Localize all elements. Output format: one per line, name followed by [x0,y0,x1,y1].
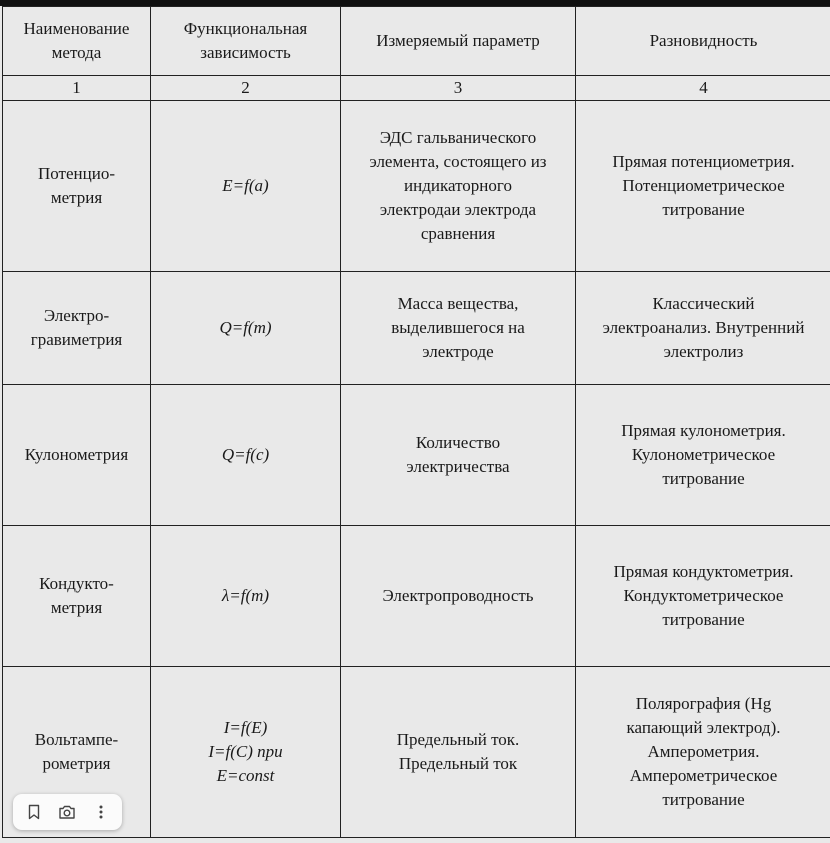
table-row [3,385,830,526]
function-cell: Q=f(m) [151,272,341,385]
image-action-toolbar [13,794,122,830]
column-number: 3 [341,76,576,101]
table-row [3,526,830,667]
parameter-cell: Электропроводность [341,526,576,667]
parameter-cell: Количество электричества [341,385,576,526]
parameter-cell: Масса вещества, выделившегося на электроде [341,272,576,385]
header-parameter: Измеряемый параметр [341,7,576,76]
parameter-cell: ЭДС гальванического элемента, состоящего из индикаторного электродаи электрода сравнения [341,101,576,272]
more-vertical-icon [98,804,104,820]
header-function: Функциональная зависимость [151,7,341,76]
function-cell: I=f(E) I=f(C) при E=const [151,667,341,838]
column-number: 2 [151,76,341,101]
header-method: Наименование метода [3,7,151,76]
table-row [3,272,830,385]
bookmark-button[interactable] [19,797,49,827]
header-row [3,7,830,76]
method-cell: Кондукто- метрия [3,526,151,667]
variety-cell: Полярография (Hg капающий электрод). Амперометрия. Амперометрическое титрование [576,667,830,838]
variety-cell: Прямая потенциометрия. Потенциометрическое титрование [576,101,830,272]
method-cell: Электро- гравиметрия [3,272,151,385]
variety-cell: Прямая кулонометрия. Кулонометрическое титрование [576,385,830,526]
column-number-row [3,76,830,101]
column-number: 1 [3,76,151,101]
methods-table [2,6,830,838]
method-cell: Вольтампе- рометрия [3,667,151,838]
header-variety: Разновидность [576,7,830,76]
column-number: 4 [576,76,830,101]
bookmark-icon [27,804,41,820]
camera-button[interactable] [52,797,82,827]
parameter-cell: Предельный ток. Предельный ток [341,667,576,838]
function-cell: E=f(a) [151,101,341,272]
more-options-button[interactable] [86,797,116,827]
variety-cell: Классический электроанализ. Внутренний электролиз [576,272,830,385]
table-row [3,101,830,272]
table-row [3,667,830,838]
variety-cell: Прямая кондуктометрия. Кондуктометрическое титрование [576,526,830,667]
camera-icon [58,804,76,820]
method-cell: Потенцио- метрия [3,101,151,272]
function-cell: λ=f(m) [151,526,341,667]
function-cell: Q=f(c) [151,385,341,526]
method-cell: Кулонометрия [3,385,151,526]
